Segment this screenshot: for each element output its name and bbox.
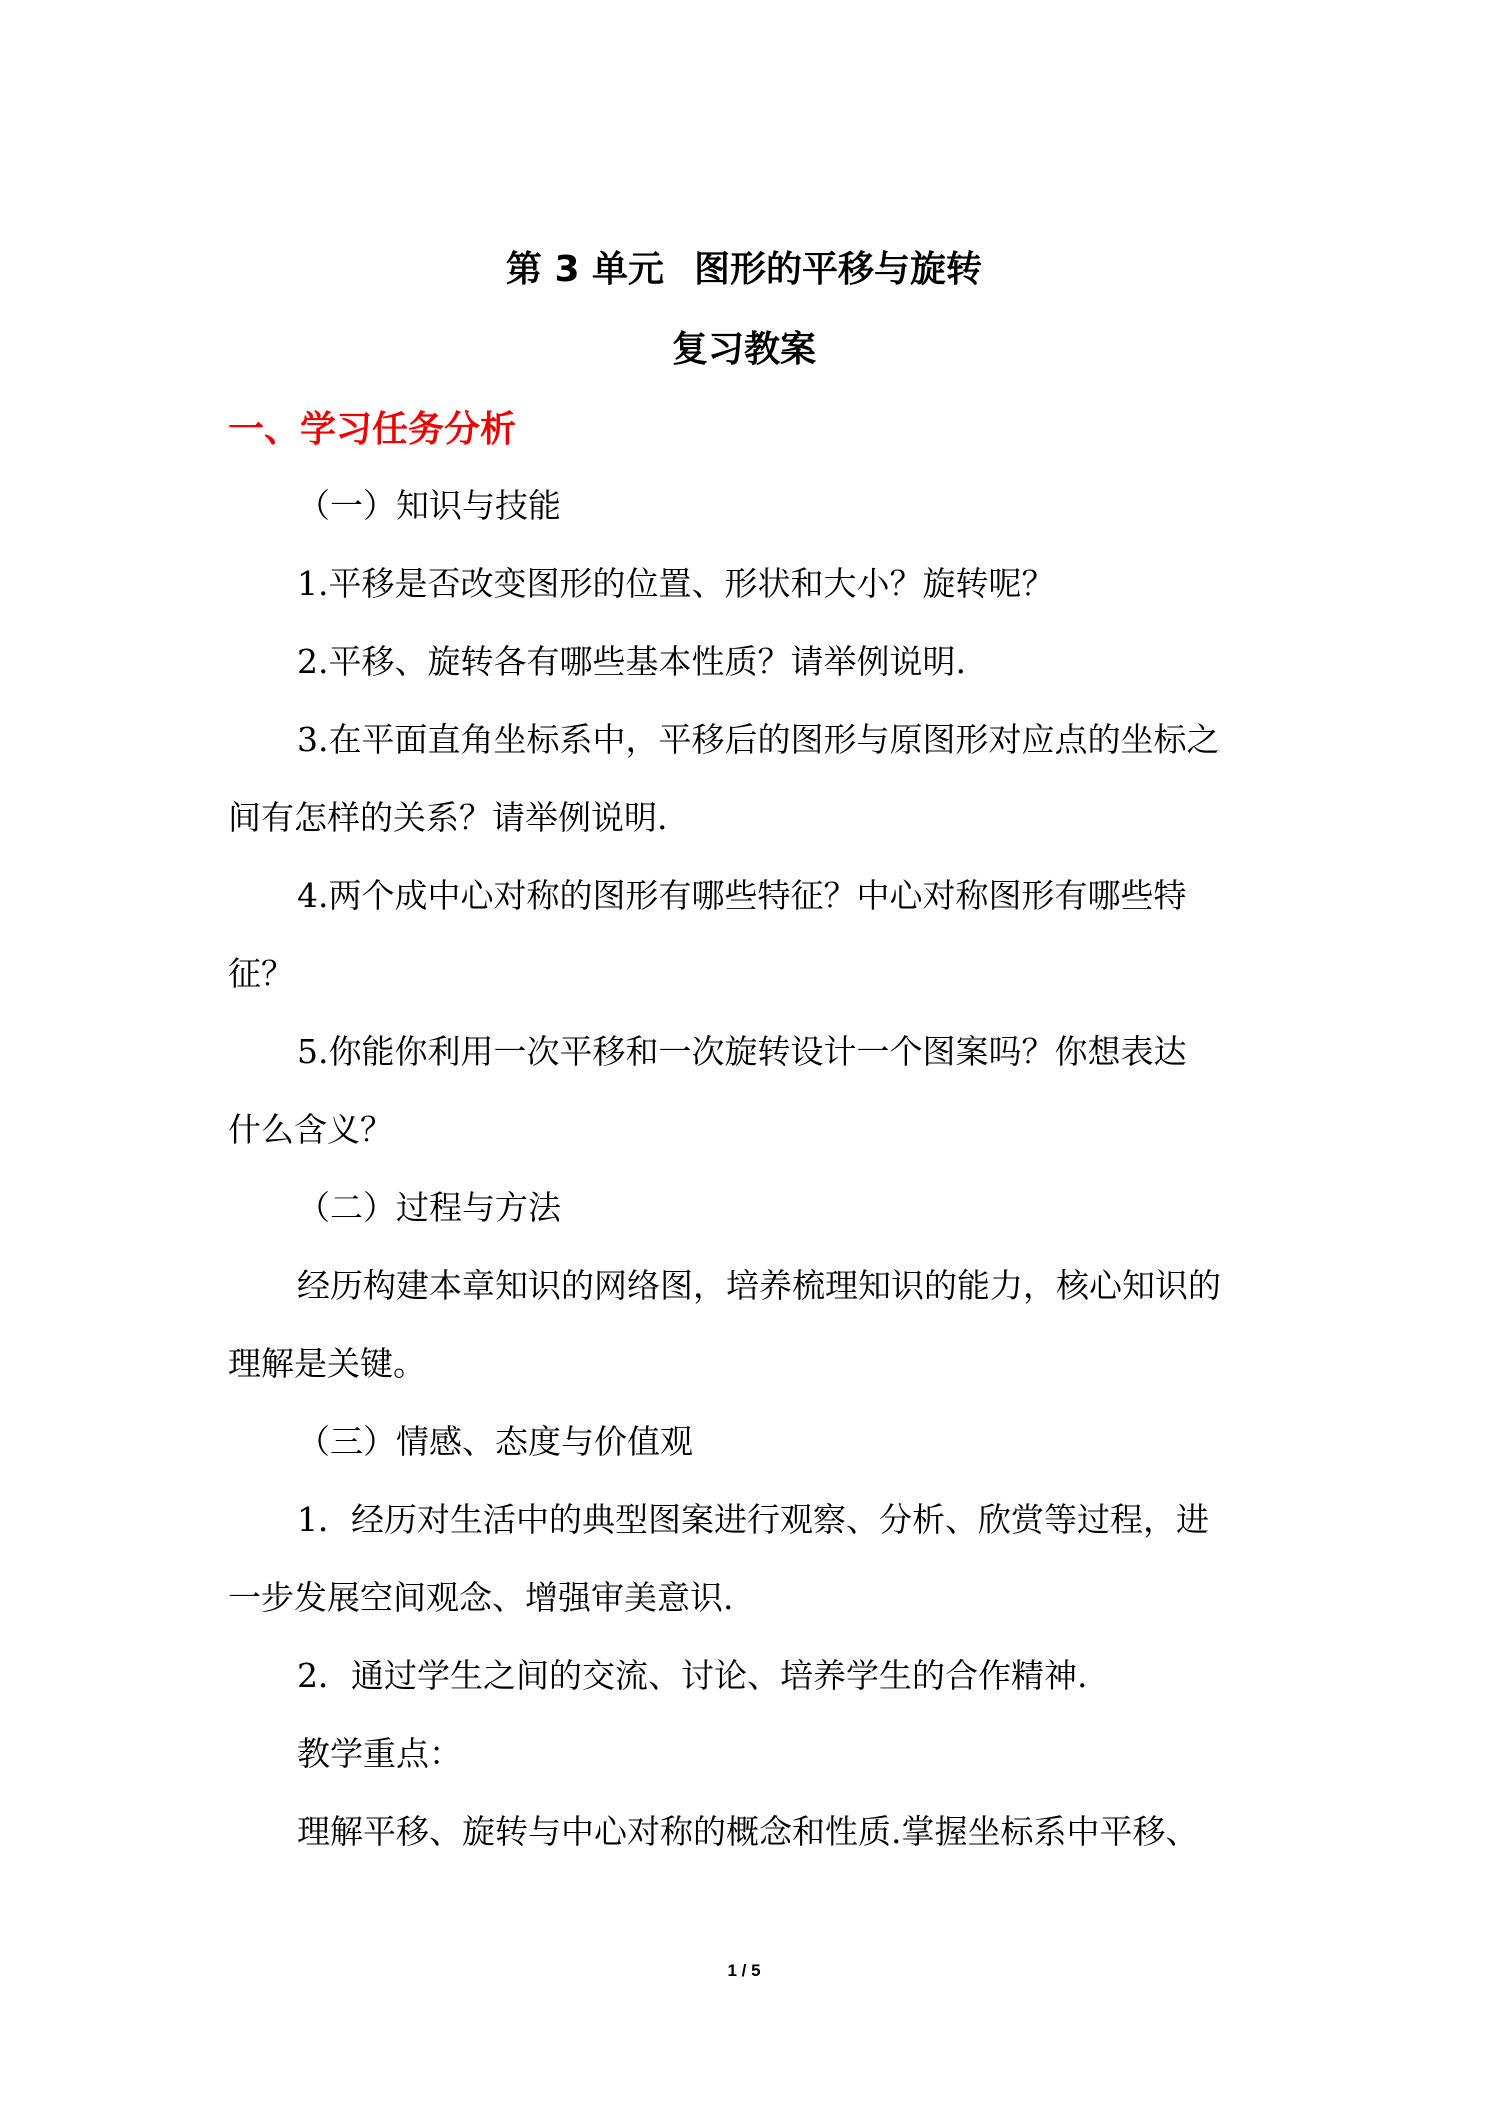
question-5-line-2: 什么含义？ bbox=[228, 1110, 393, 1149]
page-number: 1 / 5 bbox=[727, 1961, 761, 1980]
unit-label: 第 3 单元 bbox=[505, 249, 665, 290]
document-title bbox=[0, 248, 1488, 292]
emotion-item-1-line-2: 一步发展空间观念、增强审美意识. bbox=[228, 1578, 734, 1617]
question-4-line-1: 4.两个成中心对称的图形有哪些特征？中心对称图形有哪些特 bbox=[297, 876, 1187, 915]
emotion-item-2: 2．通过学生之间的交流、讨论、培养学生的合作精神. bbox=[297, 1656, 1088, 1695]
process-text-line-1: 经历构建本章知识的网络图，培养梳理知识的能力，核心知识的 bbox=[297, 1266, 1221, 1305]
question-3-line-2: 间有怎样的关系？请举例说明. bbox=[228, 798, 668, 837]
subsection-heading-process: （二）过程与方法 bbox=[297, 1188, 561, 1227]
question-4-line-2: 征？ bbox=[228, 954, 294, 993]
subsection-heading-emotion: （三）情感、态度与价值观 bbox=[297, 1422, 693, 1461]
emotion-item-1-line-1: 1．经历对生活中的典型图案进行观察、分析、欣赏等过程，进 bbox=[297, 1500, 1209, 1539]
question-2: 2.平移、旋转各有哪些基本性质？请举例说明. bbox=[297, 642, 966, 681]
unit-topic: 图形的平移与旋转 bbox=[694, 249, 983, 290]
subsection-heading-knowledge: （一）知识与技能 bbox=[297, 486, 561, 525]
question-1: 1.平移是否改变图形的位置、形状和大小？旋转呢？ bbox=[297, 564, 1055, 603]
process-text-line-2: 理解是关键。 bbox=[228, 1344, 426, 1383]
key-points-heading: 教学重点： bbox=[297, 1734, 462, 1773]
document-subtitle: 复习教案 bbox=[671, 329, 816, 370]
section-heading-task-analysis: 一、学习任务分析 bbox=[228, 409, 517, 450]
question-5-line-1: 5.你能你利用一次平移和一次旋转设计一个图案吗？你想表达 bbox=[297, 1032, 1187, 1071]
question-3-line-1: 3.在平面直角坐标系中，平移后的图形与原图形对应点的坐标之 bbox=[297, 720, 1220, 759]
key-points-text-line-1: 理解平移、旋转与中心对称的概念和性质.掌握坐标系中平移、 bbox=[297, 1812, 1199, 1851]
